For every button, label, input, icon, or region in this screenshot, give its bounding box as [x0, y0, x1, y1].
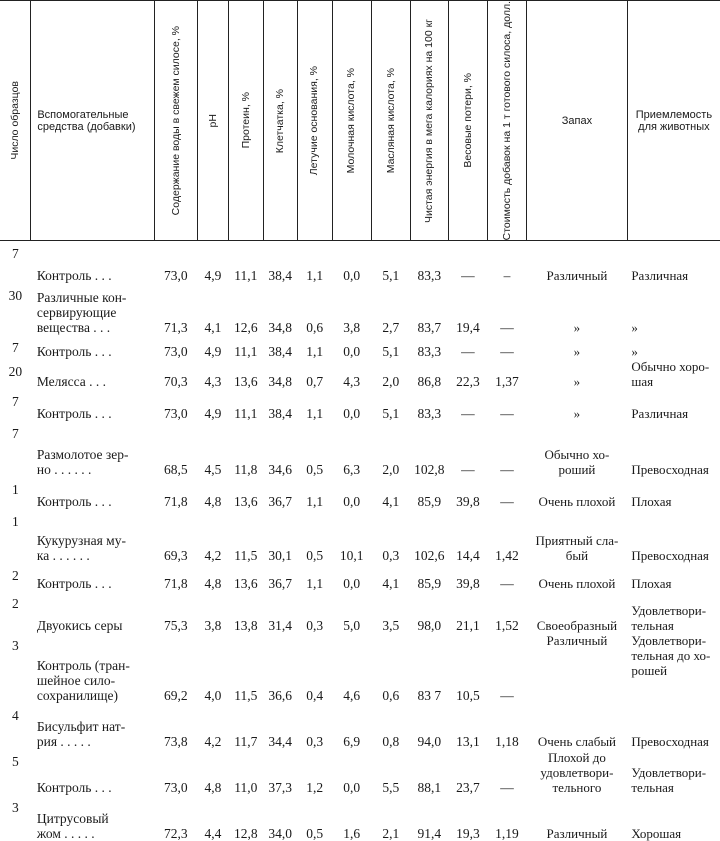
net-energy-cell: 83,3 [417, 267, 442, 283]
protein-cell: 11,5 [234, 687, 258, 703]
water-cell: 73,0 [164, 267, 188, 283]
sample-count-cell: 2 [12, 595, 19, 611]
net-energy-cell: 83 7 [417, 687, 442, 703]
additive-cell: Контроль . . . [36, 493, 112, 509]
additive-cell: Цитрусовый жом . . . . . [36, 810, 109, 841]
table-row [0, 477, 720, 509]
butyric-acid-cell: 0,3 [382, 547, 400, 563]
lactic-acid-cell: 1,6 [343, 825, 361, 841]
water-cell: 72,3 [164, 825, 188, 841]
water-cell: 73,0 [164, 405, 188, 421]
butyric-acid-cell: 5,1 [382, 343, 400, 359]
acceptability-cell: Превосходная [631, 461, 709, 477]
water-cell: 73,8 [164, 733, 188, 749]
fiber-cell: 34,0 [268, 825, 293, 841]
additive-cell: Контроль . . . [36, 343, 112, 359]
water-cell: 71,3 [164, 319, 188, 335]
smell-cell: Очень плохой [538, 493, 616, 509]
smell-cell: Обычно хо- роший [544, 446, 610, 477]
weight-loss-cell: 23,7 [456, 779, 480, 795]
sample-count-cell: 1 [12, 481, 19, 497]
net-energy-cell: 94,0 [417, 733, 442, 749]
table-row [0, 283, 720, 335]
net-energy-cell: 83,7 [417, 319, 442, 335]
col-header-water: Содержание воды в свежем силосе, % [154, 1, 197, 241]
butyric-acid-cell: 2,7 [382, 319, 400, 335]
fiber-cell: 30,1 [268, 547, 293, 563]
table-row [0, 335, 720, 359]
table-row [0, 563, 720, 591]
volatile-bases-cell: 0,4 [306, 687, 324, 703]
additive-cost-cell: — [500, 405, 514, 421]
smell-cell: Своеобразный [536, 617, 618, 633]
table-row [0, 509, 720, 563]
weight-loss-cell: — [461, 405, 475, 421]
butyric-acid-cell: 5,5 [382, 779, 400, 795]
additive-cost-cell: 1,37 [495, 373, 519, 389]
smell-cell: Различный [546, 825, 608, 841]
sample-count-cell: 1 [12, 513, 19, 529]
additive-cell: Контроль . . . [36, 267, 112, 283]
col-header-additive-cost: Стоимость добавок на 1 т готового силоса, долл. [487, 1, 526, 241]
acceptability-cell: » [631, 343, 638, 359]
water-cell: 68,5 [164, 461, 188, 477]
smell-cell: Приятный сла- бый [535, 532, 619, 563]
butyric-acid-cell: 5,1 [382, 405, 400, 421]
table-header-row [0, 1, 720, 241]
ph-cell: 4,9 [204, 343, 222, 359]
weight-loss-cell: — [461, 267, 475, 283]
acceptability-cell: Плохая [631, 493, 672, 509]
table-row [0, 795, 720, 841]
fiber-cell: 37,3 [268, 779, 293, 795]
weight-loss-cell: 39,8 [456, 493, 480, 509]
lactic-acid-cell: 6,3 [343, 461, 361, 477]
water-cell: 73,0 [164, 343, 188, 359]
butyric-acid-cell: 2,0 [382, 373, 400, 389]
col-header-ph: рН [197, 1, 228, 241]
col-header-protein: Протеин, % [228, 1, 263, 241]
fiber-cell: 31,4 [268, 617, 293, 633]
additive-cost-cell: 1,18 [495, 733, 519, 749]
ph-cell: 4,8 [204, 779, 222, 795]
volatile-bases-cell: 1,2 [306, 779, 324, 795]
col-header-volatile-bases: Летучие основания, % [297, 1, 332, 241]
acceptability-cell: Удовлетвори- тельная до хо- рошей [631, 632, 711, 678]
protein-cell: 13,6 [233, 493, 258, 509]
acceptability-cell: Плохая [631, 575, 672, 591]
volatile-bases-cell: 0,6 [306, 319, 324, 335]
fiber-cell: 36,7 [268, 575, 293, 591]
additive-cost-cell: 1,52 [495, 617, 519, 633]
sample-count-cell: 7 [12, 246, 19, 262]
additive-cost-cell: — [500, 779, 514, 795]
table-row [0, 591, 720, 633]
additive-cell: Контроль (тран- шейное сило- сохранилище) [36, 657, 130, 703]
sample-count-cell: 3 [12, 637, 19, 653]
table-row [0, 389, 720, 421]
ph-cell: 3,8 [204, 617, 222, 633]
fiber-cell: 38,4 [268, 267, 293, 283]
net-energy-cell: 83,3 [417, 343, 442, 359]
lactic-acid-cell: 0,0 [343, 343, 361, 359]
smell-cell: » [573, 319, 581, 335]
col-header-lactic-acid: Молочная кислота, % [332, 1, 371, 241]
net-energy-cell: 102,6 [414, 547, 445, 563]
protein-cell: 13,6 [233, 373, 258, 389]
fiber-cell: 34,8 [268, 373, 293, 389]
sample-count-cell: 7 [12, 393, 19, 409]
ph-cell: 4,5 [204, 461, 222, 477]
fiber-cell: 34,6 [268, 461, 293, 477]
weight-loss-cell: 19,3 [456, 825, 480, 841]
water-cell: 69,3 [164, 547, 188, 563]
col-header-net-energy: Чистая энергия в мега калориях на 100 кг [410, 1, 448, 241]
weight-loss-cell: 13,1 [456, 733, 480, 749]
col-header-smell: Запах [527, 1, 628, 241]
protein-cell: 12,8 [233, 825, 258, 841]
protein-cell: 11,1 [234, 267, 258, 283]
ph-cell: 4,4 [204, 825, 222, 841]
fiber-cell: 36,7 [268, 493, 293, 509]
ph-cell: 4,9 [204, 267, 222, 283]
volatile-bases-cell: 0,5 [306, 825, 324, 841]
water-cell: 75,3 [164, 617, 188, 633]
additive-cell: Контроль . . . [36, 779, 112, 795]
sample-count-cell: 4 [12, 707, 19, 723]
net-energy-cell: 102,8 [414, 461, 445, 477]
fiber-cell: 38,4 [268, 343, 293, 359]
volatile-bases-cell: 1,1 [306, 405, 324, 421]
smell-cell: » [573, 405, 581, 421]
sample-count-cell: 3 [12, 799, 19, 815]
acceptability-cell: Обычно хоро- шая [631, 358, 710, 389]
smell-cell: Очень плохой [538, 575, 616, 591]
net-energy-cell: 86,8 [417, 373, 442, 389]
lactic-acid-cell: 0,0 [343, 267, 361, 283]
protein-cell: 11,1 [234, 405, 258, 421]
additive-cost-cell: — [500, 687, 514, 703]
lactic-acid-cell: 5,0 [343, 617, 361, 633]
butyric-acid-cell: 0,8 [382, 733, 400, 749]
ph-cell: 4,8 [204, 493, 222, 509]
smell-cell: » [573, 373, 581, 389]
lactic-acid-cell: 0,0 [343, 575, 361, 591]
ph-cell: 4,2 [204, 733, 222, 749]
smell-cell: Различный [546, 267, 608, 283]
water-cell: 73,0 [164, 779, 188, 795]
butyric-acid-cell: 4,1 [382, 493, 400, 509]
net-energy-cell: 88,1 [417, 779, 442, 795]
net-energy-cell: 91,4 [417, 825, 442, 841]
smell-cell: Различный [546, 632, 608, 648]
volatile-bases-cell: 0,5 [306, 547, 324, 563]
table-row [0, 749, 720, 795]
table-row [0, 421, 720, 477]
butyric-acid-cell: 3,5 [382, 617, 400, 633]
weight-loss-cell: 10,5 [456, 687, 480, 703]
additive-cost-cell: — [500, 343, 514, 359]
additive-cost-cell: – [503, 267, 511, 283]
lactic-acid-cell: 4,3 [343, 373, 361, 389]
weight-loss-cell: — [461, 343, 475, 359]
lactic-acid-cell: 10,1 [339, 547, 364, 563]
volatile-bases-cell: 1,1 [306, 267, 324, 283]
water-cell: 70,3 [164, 373, 188, 389]
col-header-sample-count: Число образцов [0, 1, 31, 241]
table-row [0, 703, 720, 749]
smell-cell: Очень слабый [537, 733, 617, 749]
col-header-weight-loss: Весовые потери, % [448, 1, 487, 241]
weight-loss-cell: 21,1 [456, 617, 480, 633]
acceptability-cell: Превосходная [631, 733, 709, 749]
lactic-acid-cell: 3,8 [343, 319, 361, 335]
additive-cell: Различные кон- сервирующие вещества . . . [36, 289, 127, 335]
acceptability-cell: Различная [631, 405, 689, 421]
weight-loss-cell: 22,3 [456, 373, 480, 389]
butyric-acid-cell: 2,1 [382, 825, 400, 841]
ph-cell: 4,2 [204, 547, 222, 563]
fiber-cell: 38,4 [268, 405, 293, 421]
smell-cell: » [573, 343, 581, 359]
table-body [0, 241, 720, 841]
additive-cell: Мелясса . . . [36, 373, 106, 389]
additive-cell: Размолотое зер- но . . . . . . [36, 446, 129, 477]
protein-cell: 11,5 [234, 547, 258, 563]
col-header-additive: Вспомогательные средства (добавки) [31, 1, 154, 241]
protein-cell: 13,8 [233, 617, 258, 633]
weight-loss-cell: 14,4 [456, 547, 480, 563]
ph-cell: 4,1 [204, 319, 222, 335]
additive-cell: Бисульфит нат- рия . . . . . [36, 718, 126, 749]
sample-count-cell: 20 [8, 363, 23, 379]
additive-cost-cell: — [500, 319, 514, 335]
lactic-acid-cell: 6,9 [343, 733, 361, 749]
col-header-fiber: Клетчатка, % [263, 1, 297, 241]
weight-loss-cell: 19,4 [456, 319, 480, 335]
protein-cell: 11,8 [234, 461, 258, 477]
additive-cell: Двуокись серы [36, 617, 123, 633]
fiber-cell: 34,8 [268, 319, 293, 335]
protein-cell: 11,1 [234, 343, 258, 359]
ph-cell: 4,3 [204, 373, 222, 389]
protein-cell: 13,6 [233, 575, 258, 591]
table-row [0, 359, 720, 389]
additive-cell: Контроль . . . [36, 405, 112, 421]
acceptability-cell: Удовлетвори- тельная [631, 602, 707, 633]
table-row [0, 633, 720, 703]
net-energy-cell: 85,9 [417, 575, 442, 591]
butyric-acid-cell: 4,1 [382, 575, 400, 591]
additive-cost-cell: — [500, 493, 514, 509]
additive-cost-cell: 1,19 [495, 825, 519, 841]
additive-cost-cell: — [500, 461, 514, 477]
net-energy-cell: 85,9 [417, 493, 442, 509]
additive-cost-cell: 1,42 [495, 547, 519, 563]
volatile-bases-cell: 0,5 [306, 461, 324, 477]
col-header-acceptability: Приемлемость для животных [627, 1, 720, 241]
lactic-acid-cell: 0,0 [343, 493, 361, 509]
sample-count-cell: 7 [12, 339, 19, 355]
volatile-bases-cell: 1,1 [306, 343, 324, 359]
butyric-acid-cell: 0,6 [382, 687, 400, 703]
volatile-bases-cell: 0,7 [306, 373, 324, 389]
acceptability-cell: Хорошая [631, 825, 682, 841]
additive-cell: Кукурузная му- ка . . . . . . [36, 532, 126, 563]
ph-cell: 4,9 [204, 405, 222, 421]
lactic-acid-cell: 4,6 [343, 687, 361, 703]
fiber-cell: 36,6 [268, 687, 293, 703]
fiber-cell: 34,4 [268, 733, 293, 749]
volatile-bases-cell: 1,1 [306, 493, 324, 509]
protein-cell: 12,6 [233, 319, 258, 335]
volatile-bases-cell: 1,1 [306, 575, 324, 591]
additive-cost-cell: — [500, 575, 514, 591]
acceptability-cell: Превосходная [631, 547, 709, 563]
weight-loss-cell: — [461, 461, 475, 477]
acceptability-cell: Удовлетвори- тельная [631, 764, 707, 795]
lactic-acid-cell: 0,0 [343, 405, 361, 421]
additive-cell: Контроль . . . [36, 575, 112, 591]
acceptability-cell: » [631, 319, 638, 335]
ph-cell: 4,0 [204, 687, 222, 703]
sample-count-cell: 5 [12, 753, 19, 769]
sample-count-cell: 30 [8, 287, 23, 303]
ph-cell: 4,8 [204, 575, 222, 591]
butyric-acid-cell: 5,1 [382, 267, 400, 283]
water-cell: 69,2 [164, 687, 188, 703]
protein-cell: 11,7 [234, 733, 258, 749]
table-row [0, 241, 720, 283]
butyric-acid-cell: 2,0 [382, 461, 400, 477]
water-cell: 71,8 [164, 575, 188, 591]
weight-loss-cell: 39,8 [456, 575, 480, 591]
sample-count-cell: 2 [12, 567, 19, 583]
protein-cell: 11,0 [234, 779, 258, 795]
net-energy-cell: 83,3 [417, 405, 442, 421]
sample-count-cell: 7 [12, 425, 19, 441]
lactic-acid-cell: 0,0 [343, 779, 361, 795]
smell-cell: Плохой до удовлетвори- тельного [540, 749, 614, 795]
volatile-bases-cell: 0,3 [306, 617, 324, 633]
col-header-butyric-acid: Масляная кислота, % [371, 1, 410, 241]
acceptability-cell: Различная [631, 267, 689, 283]
water-cell: 71,8 [164, 493, 188, 509]
volatile-bases-cell: 0,3 [306, 733, 324, 749]
net-energy-cell: 98,0 [417, 617, 442, 633]
